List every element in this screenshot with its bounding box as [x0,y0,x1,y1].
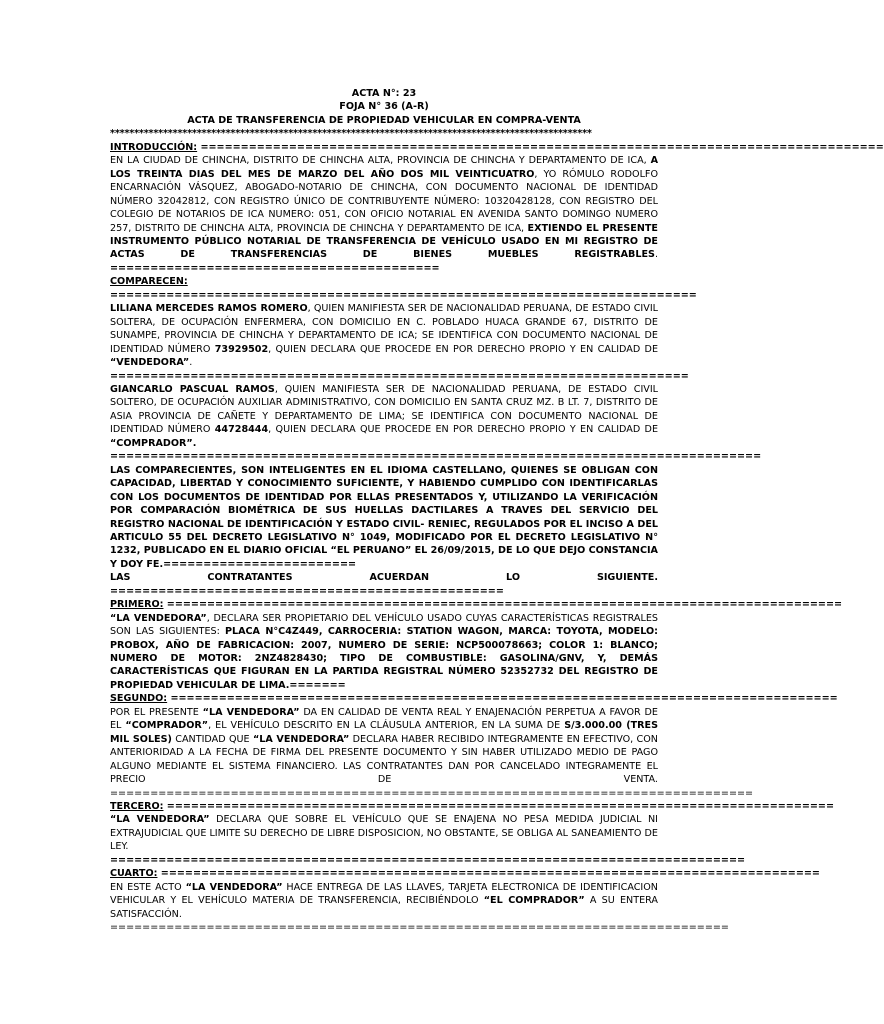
introduccion-statement: EXTIENDO EL PRESENTE INSTRUMENTO PÚBLICO NOTARIAL DE TRANSFERENCIA DE VEHÍCULO USADO EN MI REGISTRO DE ACTAS DE TRANSFERENCIAS DE BIENES MUEBLES REGISTRABLES [110,222,658,261]
cuarto-comprador: “EL COMPRADOR” [483,895,585,907]
comparecen-separator: ========================================================================= [110,289,697,301]
introduccion-paragraph [110,154,658,262]
cuarto-heading-line [110,867,820,880]
capacidad-paragraph: LAS COMPARECIENTES, SON INTELIGENTES EN EL IDIOMA CASTELLANO, QUIENES SE OBLIGAN CON CAPACIDAD, LIBERTAD Y CONOCIMIENTO SUFICIENTE, Y HABIENDO CUMPLIDO CON IDENTIFICARLAS CON LOS DOCUMENTOS DE IDENTIDAD POR ELLAS PRESENTADOS Y, UTILIZANDO LA VERIFICACIÓN POR COMPARACIÓN BIOMÉTRICA DE SUS HUELLAS DACTILARES A TRAVES DEL SERVICIO DEL REGISTRO NACIONAL DE IDENTIFICACIÓN Y ESTADO CIVIL- RENIEC, REGULADOS POR EL INCISO A DEL ARTICULO 55 DEL DECRETO LEGISLATIVO N° 1049, MODIFICADO POR EL DECRETO LEGISLATIVO N° 1232, PUBLICADO EN EL DIARIO OFICIAL “EL PERUANO” EL 26/09/2015, DE LO QUE DEJO CONSTANCIA Y DOY FE.======================== [110,464,658,570]
acta-number: ACTA N°: 23 [351,88,417,99]
comprador-role: “COMPRADOR” [110,437,193,449]
vendedora-paragraph [110,302,658,369]
comparecen-end-line: ================================================= [110,585,504,597]
vendedora-text-1: , QUIEN MANIFIESTA SER DE NACIONALIDAD PERUANA, DE ESTADO CIVIL SOLTERA, DE OCUPACIÓN ENFERMERA, CON DOMICILIO EN C. POBLADO HUACA GRANDE 67, DISTRITO DE SUNAMPE, PROVINCIA DE CHINCHA Y DEPARTAMENTO DE ICA; SE IDENTIFICA CON DOCUMENTO NACIONAL DE IDENTIDAD NÚMERO [110,303,658,355]
acuerdan-line [110,571,658,584]
tercero-end-line: =============================================================================== [110,854,746,866]
segundo-text-1: POR EL PRESENTE [110,706,203,718]
introduccion-end-line: ========================================= [110,262,440,274]
acuerdan-text: LAS CONTRATANTES ACUERDAN LO SIGUIENTE [110,572,655,584]
tercero-paragraph [110,813,658,853]
segundo-text-3: , EL VEHÍCULO DESCRITO EN LA CLÁUSULA ANTERIOR, EN LA SUMA DE [208,720,565,732]
sale-price: S/3.000.00 (TRES MIL SOLES) [110,720,659,745]
vendedora-name: LILIANA MERCEDES RAMOS ROMERO [110,303,308,315]
introduccion-text-1: EN LA CIUDAD DE CHINCHA, DISTRITO DE CHINCHA ALTA, PROVINCIA DE CHINCHA Y DEPARTAMENTO DE ICA, [110,155,651,167]
introduccion-heading-line [110,141,884,154]
segundo-vendedora: “LA VENDEDORA” [202,706,300,718]
comprador-text-3: . ================================================================================= [110,437,762,463]
comprador-paragraph [110,383,762,464]
cuarto-text-2: HACE ENTREGA DE LAS LLAVES, TARJETA ELECTRONICA DE IDENTIFICACION VEHICULAR Y EL VEHÍCULO MATERIA DE TRANSFERENCIA, RECIBIÉNDOLO [110,881,658,907]
vendedora-dni: 73929502 [214,343,269,355]
introduccion-text-3: . [654,249,658,261]
tercero-vendedora: “LA VENDEDORA” [110,814,210,826]
comprador-dni: 44728444 [214,424,269,436]
primero-heading-fill: ==================================================================================== [163,599,843,611]
segundo-text-4: CANTIDAD QUE [171,733,253,745]
segundo-comprador: “COMPRADOR” [125,720,209,732]
introduccion-heading: INTRODUCCIÓN: [110,141,198,153]
vendedora-text-2: , QUIEN DECLARA QUE PROCEDE EN POR DERECHO PROPIO Y EN CALIDAD DE [268,343,659,355]
cuarto-vendedora: “LA VENDEDORA” [185,881,283,893]
vendedora-role: “VENDEDORA” [110,357,190,369]
foja-number: FOJA N° 36 (A-R) [339,101,429,113]
notarial-document [110,87,884,935]
primero-heading-line [110,598,843,611]
primero-text-1: , DECLARA SER PROPIETARIO DEL VEHÍCULO USADO CUYAS CARACTERÍSTICAS REGISTRALES SON LAS SIGUIENTES: [110,612,658,638]
comprador-name: GIANCARLO PASCUAL RAMOS [110,383,275,395]
tercero-heading: TERCERO: [110,801,164,813]
comprador-text-2: , QUIEN DECLARA QUE PROCEDE EN POR DERECHO PROPIO Y EN CALIDAD DE [268,424,659,436]
primero-vendedora: “LA VENDEDORA” [110,612,207,624]
cuarto-heading: CUARTO: [110,868,158,880]
introduccion-date: A LOS TREINTA DIAS DEL MES DE MARZO DEL AÑO DOS MIL VEINTICUATRO [110,155,658,180]
tercero-heading-line [110,800,835,813]
segundo-heading-fill: =================================================================================== [167,693,838,705]
cuarto-text-1: EN ESTE ACTO [110,881,186,893]
segundo-text-5: DECLARA HABER RECIBIDO INTEGRAMENTE EN EFECTIVO, CON ANTERIORIDAD A LA FECHA DE FIRMA DEL PRESENTE DOCUMENTO Y SIN HABER UTILIZADO MEDIO DE PAGO ALGUNO MEDIANTE EL SISTEMA FINANCIERO. LAS CONTRATANTES DAN POR CANCELADO INTEGRAMENTE EL PRECIO DE VENTA. ================================================================================ [110,733,754,799]
acuerdan-end: . [654,572,658,584]
segundo-heading: SEGUNDO: [110,693,168,705]
cuarto-heading-fill: ================================================================================== [157,868,820,880]
segundo-vendedora-2: “LA VENDEDORA” [252,733,350,745]
cuarto-paragraph [110,881,729,935]
asterisk-separator: **************************************************************************************************** [110,128,592,140]
tercero-heading-fill: =================================================================================== [163,801,835,813]
comparecen-between-separator: ======================================================================== [110,370,689,382]
comparecen-heading: COMPARECEN: [110,276,188,288]
cuarto-text-3: A SU ENTERA SATISFACCIÓN. ============================================================================= [110,895,729,934]
segundo-heading-line [110,692,838,705]
tercero-text-1: DECLARA QUE SOBRE EL VEHÍCULO QUE SE ENAJENA NO PESA MEDIDA JUDICIAL NI EXTRAJUDICIAL QUE LIMITE SU DERECHO DE LIBRE DISPOSICION, NO OBSTANTE, SE OBLIGA AL SANEAMIENTO DE LEY. [110,814,658,853]
primero-heading: PRIMERO: [110,599,164,611]
segundo-text-2: DA EN CALIDAD DE VENTA REAL Y ENAJENACIÓN PERPETUA A FAVOR DE EL [110,706,658,732]
primero-paragraph [110,612,658,693]
segundo-paragraph [110,706,754,800]
vendedora-text-3: . [189,357,193,369]
introduccion-text-2: , YO RÓMULO RODOLFO ENCARNACIÓN VÁSQUEZ, ABOGADO-NOTARIO DE CHINCHA, CON DOCUMENTO NACIONAL DE IDENTIDAD NÚMERO 32042812, CON REGISTRO ÚNICO DE CONTRIBUYENTE NÚMERO: 10320428128, CON REGISTRO DEL COLEGIO DE NOTARIOS DE ICA NUMERO: 051, CON OFICIO NOTARIAL EN AVENIDA SANTO DOMINGO NUMERO 257, DISTRITO DE CHINCHA ALTA, PROVINCIA DE CHINCHA Y DEPARTAMENTO DE ICA, [110,168,659,234]
introduccion-heading-fill: ===================================================================================== [197,141,884,153]
document-title: ACTA DE TRANSFERENCIA DE PROPIEDAD VEHICULAR EN COMPRA-VENTA [187,114,581,126]
vehicle-details: PLACA N°C4Z449, CARROCERIA: STATION WAGON, MARCA: TOYOTA, MODELO: PROBOX, AÑO DE FABRICACION: 2007, NUMERO DE SERIE: NCP500078663; COLOR 1: BLANCO; NUMERO DE MOTOR: 2NZ4828430; TIPO DE COMBUSTIBLE: GASOLINA/GNV, Y, DEMÁS CARACTERÍSTICAS QUE FIGURAN EN LA PARTIDA REGISTRAL NÚMERO 52352732 DEL REGISTRO DE PROPIEDAD VEHICULAR DE LIMA.======= [110,626,658,691]
comprador-text-1: , QUIEN MANIFIESTA SER DE NACIONALIDAD PERUANA, DE ESTADO CIVIL SOLTERO, DE OCUPACIÓN AUXILIAR ADMINISTRATIVO, CON DOMICILIO EN SANTA CRUZ MZ. B LT. 7, DISTRITO DE ASIA PROVINCIA DE CAÑETE Y DEPARTAMENTO DE LIMA; SE IDENTIFICA CON DOCUMENTO NACIONAL DE IDENTIDAD NÚMERO [110,383,659,436]
